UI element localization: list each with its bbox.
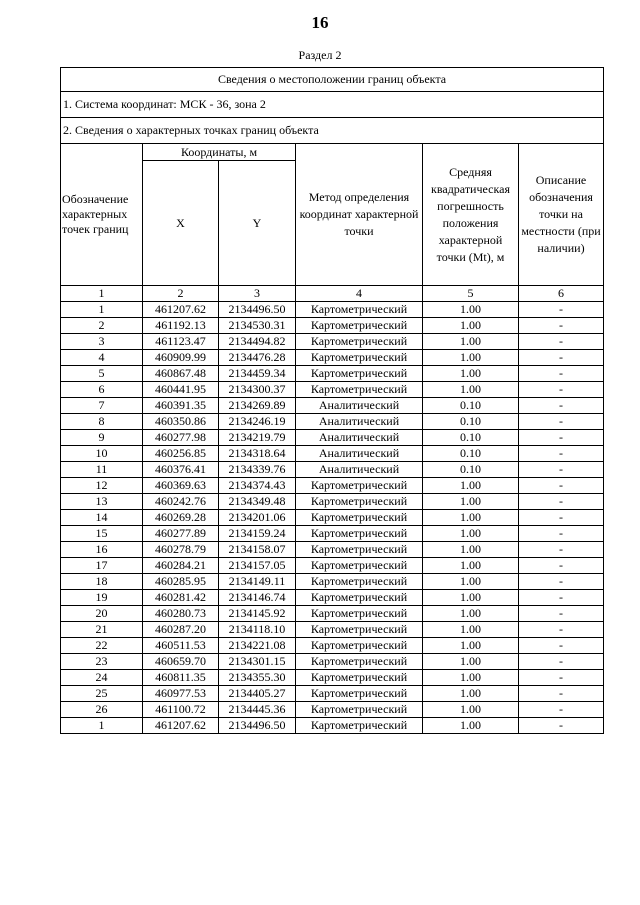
table-row [61,414,604,430]
cell-method: Картометрический [296,302,423,318]
cell-error: 1.00 [423,510,519,526]
cell-x: 460977.53 [143,686,219,702]
cell-method: Картометрический [296,638,423,654]
cell-description: - [519,542,604,558]
cell-error: 0.10 [423,414,519,430]
cell-error: 0.10 [423,430,519,446]
cell-y: 2134219.79 [219,430,296,446]
cell-description: - [519,446,604,462]
cell-error: 1.00 [423,350,519,366]
cell-x: 460278.79 [143,542,219,558]
cell-y: 2134496.50 [219,302,296,318]
cell-method: Аналитический [296,446,423,462]
cell-description: - [519,302,604,318]
cell-point-number: 19 [61,590,143,606]
cell-error: 1.00 [423,590,519,606]
table-row [61,446,604,462]
cell-x: 460277.89 [143,526,219,542]
cell-description: - [519,702,604,718]
cell-description: - [519,334,604,350]
cell-method: Картометрический [296,318,423,334]
cell-y: 2134339.76 [219,462,296,478]
column-number: 2 [143,286,219,302]
cell-y: 2134530.31 [219,318,296,334]
cell-point-number: 2 [61,318,143,334]
cell-x: 460511.53 [143,638,219,654]
cell-error: 0.10 [423,398,519,414]
cell-x: 460350.86 [143,414,219,430]
cell-error: 1.00 [423,366,519,382]
cell-method: Картометрический [296,606,423,622]
cell-error: 1.00 [423,494,519,510]
cell-x: 460269.28 [143,510,219,526]
cell-method: Аналитический [296,398,423,414]
cell-y: 2134374.43 [219,478,296,494]
cell-description: - [519,398,604,414]
cell-point-number: 18 [61,574,143,590]
column-number: 1 [61,286,143,302]
cell-method: Картометрический [296,334,423,350]
table-row [61,366,604,382]
cell-x: 460391.35 [143,398,219,414]
table-row [61,654,604,670]
cell-error: 1.00 [423,382,519,398]
cell-x: 460287.20 [143,622,219,638]
cell-method: Картометрический [296,590,423,606]
cell-y: 2134145.92 [219,606,296,622]
cell-method: Картометрический [296,686,423,702]
cell-point-number: 5 [61,366,143,382]
cell-y: 2134159.24 [219,526,296,542]
cell-method: Картометрический [296,654,423,670]
section-label: Раздел 2 [298,48,342,62]
cell-y: 2134157.05 [219,558,296,574]
cell-description: - [519,574,604,590]
cell-error: 1.00 [423,670,519,686]
cell-y: 2134494.82 [219,334,296,350]
cell-y: 2134149.11 [219,574,296,590]
cell-y: 2134355.30 [219,670,296,686]
cell-x: 460242.76 [143,494,219,510]
cell-error: 1.00 [423,334,519,350]
cell-point-number: 3 [61,334,143,350]
cell-description: - [519,462,604,478]
cell-y: 2134300.37 [219,382,296,398]
cell-description: - [519,510,604,526]
cell-error: 1.00 [423,526,519,542]
cell-description: - [519,318,604,334]
column-number: 4 [296,286,423,302]
cell-method: Картометрический [296,350,423,366]
table-row [61,350,604,366]
cell-method: Картометрический [296,702,423,718]
column-number: 6 [519,286,604,302]
cell-y: 2134146.74 [219,590,296,606]
cell-x: 460811.35 [143,670,219,686]
table-row [61,686,604,702]
cell-point-number: 12 [61,478,143,494]
header-coordinates: Координаты, м [143,144,296,161]
cell-error: 1.00 [423,718,519,734]
column-number: 3 [219,286,296,302]
cell-method: Картометрический [296,478,423,494]
cell-point-number: 9 [61,430,143,446]
table-row [61,590,604,606]
cell-method: Картометрический [296,718,423,734]
cell-point-number: 17 [61,558,143,574]
table-row [61,430,604,446]
table-row [61,574,604,590]
cell-description: - [519,686,604,702]
cell-x: 460285.95 [143,574,219,590]
cell-description: - [519,590,604,606]
cell-method: Картометрический [296,670,423,686]
cell-point-number: 22 [61,638,143,654]
coordinate-system: 1. Система координат: МСК - 36, зона 2 [61,92,604,118]
table-row [61,670,604,686]
cell-error: 0.10 [423,462,519,478]
cell-y: 2134496.50 [219,718,296,734]
cell-y: 2134221.08 [219,638,296,654]
cell-y: 2134269.89 [219,398,296,414]
cell-point-number: 16 [61,542,143,558]
cell-x: 460376.41 [143,462,219,478]
table-row [61,622,604,638]
cell-description: - [519,670,604,686]
cell-method: Картометрический [296,622,423,638]
points-section-title: 2. Сведения о характерных точках границ объекта [61,118,604,144]
cell-description: - [519,526,604,542]
cell-description: - [519,638,604,654]
cell-description: - [519,350,604,366]
cell-method: Аналитический [296,414,423,430]
cell-x: 461100.72 [143,702,219,718]
cell-y: 2134118.10 [219,622,296,638]
table-row [61,318,604,334]
cell-method: Картометрический [296,526,423,542]
table-row [61,334,604,350]
cell-y: 2134246.19 [219,414,296,430]
cell-description: - [519,430,604,446]
cell-error: 1.00 [423,558,519,574]
cell-x: 460277.98 [143,430,219,446]
cell-point-number: 7 [61,398,143,414]
header-point-designation: Обозначение характерных точек границ [61,144,143,286]
table-row [61,478,604,494]
cell-method: Картометрический [296,558,423,574]
cell-point-number: 15 [61,526,143,542]
header-method: Метод определения координат характерной точки [296,144,423,286]
cell-method: Картометрический [296,510,423,526]
table-row [61,382,604,398]
header-x: X [143,161,219,286]
cell-point-number: 23 [61,654,143,670]
cell-error: 1.00 [423,574,519,590]
cell-method: Картометрический [296,382,423,398]
header-error: Средняя квадратическая погрешность положения характерной точки (Mt), м [423,144,519,286]
cell-y: 2134201.06 [219,510,296,526]
page-number: 16 [311,13,329,32]
cell-point-number: 10 [61,446,143,462]
cell-error: 1.00 [423,606,519,622]
cell-x: 460281.42 [143,590,219,606]
cell-x: 460867.48 [143,366,219,382]
boundary-points-table [60,67,604,734]
cell-point-number: 4 [61,350,143,366]
cell-description: - [519,366,604,382]
table-row [61,302,604,318]
cell-x: 460441.95 [143,382,219,398]
cell-error: 1.00 [423,702,519,718]
table-row [61,558,604,574]
table-row [61,718,604,734]
cell-point-number: 1 [61,718,143,734]
cell-point-number: 8 [61,414,143,430]
cell-y: 2134476.28 [219,350,296,366]
header-y: Y [219,161,296,286]
cell-error: 1.00 [423,478,519,494]
cell-x: 461192.13 [143,318,219,334]
cell-point-number: 20 [61,606,143,622]
cell-error: 1.00 [423,318,519,334]
cell-point-number: 11 [61,462,143,478]
cell-description: - [519,494,604,510]
cell-y: 2134459.34 [219,366,296,382]
table-row [61,398,604,414]
cell-x: 460659.70 [143,654,219,670]
cell-point-number: 1 [61,302,143,318]
table-title: Сведения о местоположении границ объекта [61,68,604,92]
cell-point-number: 14 [61,510,143,526]
cell-point-number: 13 [61,494,143,510]
cell-y: 2134405.27 [219,686,296,702]
cell-x: 461207.62 [143,302,219,318]
cell-error: 1.00 [423,638,519,654]
cell-description: - [519,382,604,398]
header-description: Описание обозначения точки на местности (при наличии) [519,144,604,286]
cell-y: 2134301.15 [219,654,296,670]
cell-method: Картометрический [296,366,423,382]
cell-description: - [519,414,604,430]
cell-description: - [519,718,604,734]
cell-error: 1.00 [423,654,519,670]
cell-x: 461123.47 [143,334,219,350]
cell-method: Аналитический [296,430,423,446]
cell-point-number: 25 [61,686,143,702]
cell-description: - [519,478,604,494]
cell-description: - [519,558,604,574]
cell-x: 461207.62 [143,718,219,734]
cell-y: 2134349.48 [219,494,296,510]
table-row [61,494,604,510]
cell-method: Картометрический [296,494,423,510]
column-number: 5 [423,286,519,302]
table-row [61,542,604,558]
table-row [61,462,604,478]
cell-description: - [519,654,604,670]
cell-point-number: 21 [61,622,143,638]
cell-x: 460256.85 [143,446,219,462]
cell-error: 0.10 [423,446,519,462]
cell-point-number: 6 [61,382,143,398]
cell-x: 460369.63 [143,478,219,494]
cell-method: Аналитический [296,462,423,478]
cell-method: Картометрический [296,574,423,590]
cell-description: - [519,622,604,638]
table-row [61,638,604,654]
cell-method: Картометрический [296,542,423,558]
cell-point-number: 24 [61,670,143,686]
cell-description: - [519,606,604,622]
cell-error: 1.00 [423,302,519,318]
cell-y: 2134445.36 [219,702,296,718]
cell-error: 1.00 [423,686,519,702]
table-row [61,510,604,526]
cell-y: 2134318.64 [219,446,296,462]
cell-x: 460284.21 [143,558,219,574]
cell-point-number: 26 [61,702,143,718]
table-row [61,606,604,622]
cell-x: 460909.99 [143,350,219,366]
cell-error: 1.00 [423,542,519,558]
cell-y: 2134158.07 [219,542,296,558]
cell-error: 1.00 [423,622,519,638]
table-row [61,702,604,718]
cell-x: 460280.73 [143,606,219,622]
table-row [61,526,604,542]
